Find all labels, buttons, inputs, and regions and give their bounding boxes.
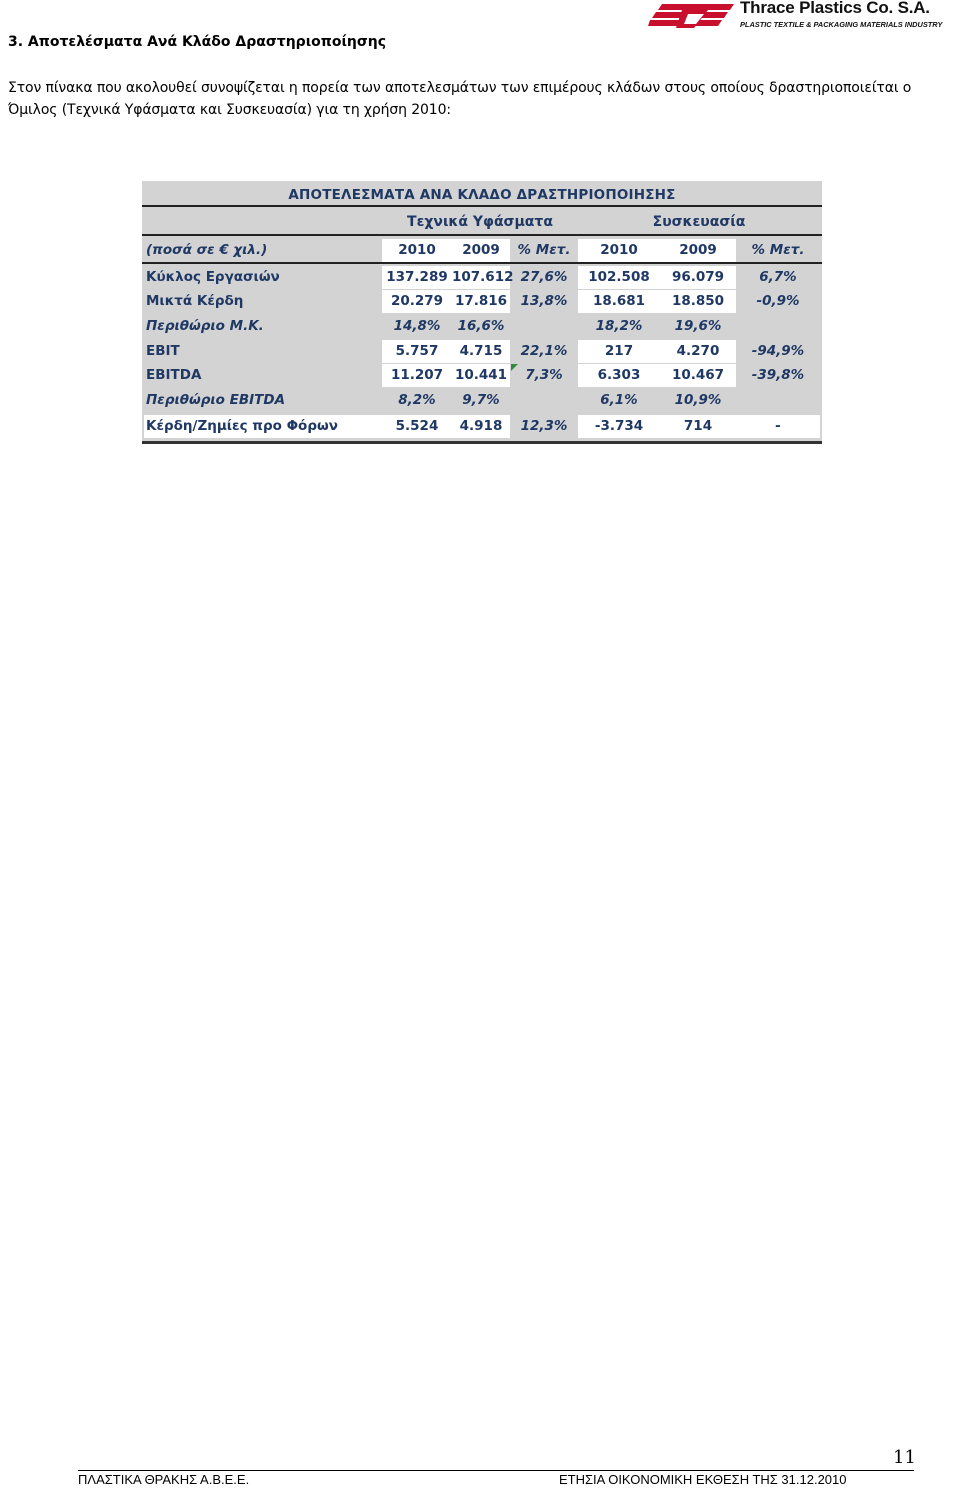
table-cell: 107.612 [452, 266, 510, 289]
table-row [142, 364, 822, 387]
table-cell: -94,9% [751, 343, 805, 359]
table-cell: 12,3% [520, 418, 568, 434]
table-cell: - [736, 415, 820, 438]
row-label: Περιθώριο Μ.Κ. [146, 318, 264, 334]
company-logo [648, 0, 960, 32]
table-cell: 6,1% [600, 392, 638, 408]
table-cell [510, 315, 578, 338]
footer-company: ΠΛΑΣΤΙΚΑ ΘΡΑΚΗΣ Α.Β.Ε.Ε. [78, 1472, 250, 1487]
segment-results-table [142, 181, 822, 444]
header-cell: 2009 [452, 239, 510, 262]
table-cell: 11.207 [382, 364, 452, 387]
table-cell: 137.289 [382, 266, 452, 289]
table-row [142, 389, 822, 412]
table-bottom-border [142, 441, 822, 444]
table-row [142, 315, 822, 338]
table-cell: 19,6% [674, 318, 722, 334]
table-row [142, 290, 822, 313]
table-cell: 10,9% [674, 392, 722, 408]
table-row [142, 415, 822, 438]
logo-mark-icon [648, 2, 734, 28]
table-cell: 22,1% [520, 343, 568, 359]
table-cell: 102.508 [578, 266, 660, 289]
group-header-packaging: Συσκευασία [652, 214, 746, 230]
table-cell: 8,2% [398, 392, 436, 408]
table-cell: 5.524 [382, 415, 452, 438]
table-cell [510, 389, 578, 412]
table-cell: 10.441 [452, 364, 510, 387]
logo-tagline: PLASTIC TEXTILE & PACKAGING MATERIALS INDUSTRY [740, 20, 943, 29]
table-cell: 6,7% [759, 269, 797, 285]
table-cell: 17.816 [452, 290, 510, 313]
intro-paragraph [8, 77, 958, 121]
table-cell: 9,7% [462, 392, 500, 408]
cell-error-indicator-icon [511, 364, 518, 371]
page-number: 11 [893, 1447, 916, 1468]
header-cell: % Μετ. [517, 242, 571, 258]
intro-line-1: Στον πίνακα που ακολουθεί συνοψίζεται η πορεία των αποτελεσμάτων των επιμέρους κλάδων στους οποίους δραστηριοποιείται ο [8, 80, 912, 96]
table-cell: 18,2% [595, 318, 643, 334]
table-cell: 6.303 [578, 364, 660, 387]
row-label: Περιθώριο EBITDA [146, 392, 286, 408]
table-header-row [142, 239, 822, 262]
section-title: 3. Αποτελέσματα Ανά Κλάδο Δραστηριοποίησης [8, 34, 387, 50]
table-cell: 20.279 [382, 290, 452, 313]
table-cell: 714 [660, 415, 736, 438]
table-row [142, 340, 822, 363]
table-divider [142, 234, 822, 236]
footer-rule [78, 1470, 914, 1471]
table-cell: -3.734 [578, 415, 660, 438]
table-cell: 18.681 [578, 290, 660, 313]
table-cell: -39,8% [751, 367, 805, 383]
row-label: Κέρδη/Ζημίες προ Φόρων [144, 415, 382, 438]
table-cell: 10.467 [660, 364, 736, 387]
intro-line-2: Όμιλος (Τεχνικά Υφάσματα και Συσκευασία) για τη χρήση 2010: [8, 102, 451, 118]
row-label: EBIT [146, 343, 180, 359]
header-cell: 2010 [578, 239, 660, 262]
table-cell: 217 [578, 340, 660, 363]
header-cell: 2010 [382, 239, 452, 262]
table-divider [142, 262, 822, 264]
row-label: Μικτά Κέρδη [146, 293, 244, 309]
header-cell: (ποσά σε € χιλ.) [146, 242, 268, 258]
table-cell: 27,6% [520, 269, 568, 285]
table-cell [736, 389, 820, 412]
table-cell: 4.918 [452, 415, 510, 438]
header-cell: 2009 [660, 239, 736, 262]
table-cell: 18.850 [660, 290, 736, 313]
row-label: Κύκλος Εργασιών [146, 269, 280, 285]
table-cell: 7,3% [525, 367, 563, 383]
table-cell: -0,9% [756, 293, 800, 309]
header-cell: % Μετ. [751, 242, 805, 258]
group-header-technical-fabrics: Τεχνικά Υφάσματα [407, 214, 553, 230]
table-row [142, 266, 822, 289]
row-label: EBITDA [146, 367, 202, 383]
footer-report-title: ΕΤΗΣΙΑ ΟΙΚΟΝΟΜΙΚΗ ΕΚΘΕΣΗ ΤΗΣ 31.12.2010 [559, 1472, 847, 1487]
table-cell [736, 315, 820, 338]
table-cell: 96.079 [660, 266, 736, 289]
table-title: ΑΠΟΤΕΛΕΣΜΑΤΑ ΑΝΑ ΚΛΑΔΟ ΔΡΑΣΤΗΡΙΟΠΟΙΗΣΗΣ [288, 187, 676, 203]
table-cell: 5.757 [382, 340, 452, 363]
table-cell: 13,8% [520, 293, 568, 309]
table-cell: 4.270 [660, 340, 736, 363]
table-cell: 16,6% [457, 318, 505, 334]
table-cell: 4.715 [452, 340, 510, 363]
logo-name: Thrace Plastics Co. S.A. [740, 0, 930, 17]
table-divider [142, 205, 822, 207]
table-cell: 14,8% [393, 318, 441, 334]
